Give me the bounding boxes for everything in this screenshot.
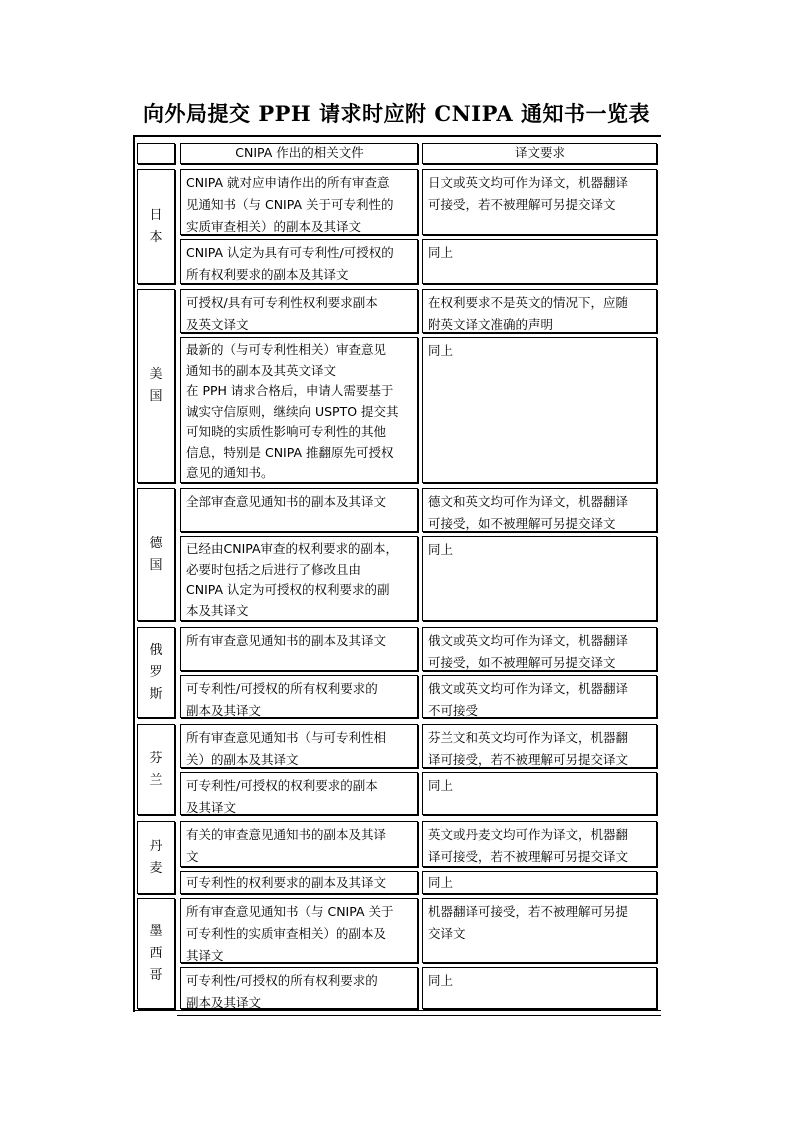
country-denmark: 丹麦 [137, 821, 175, 894]
country-usa: 美国 [137, 289, 175, 483]
header-docs: CNIPA 作出的相关文件 [180, 143, 418, 164]
translation-cell: 同上 [422, 239, 657, 284]
page-title: 向外局提交 PPH 请求时应附 CNIPA 通知书一览表 [143, 101, 650, 126]
country-russia: 俄罗斯 [137, 627, 175, 718]
translation-cell: 机器翻译可接受，若不被理解可另提 交译文 [422, 898, 657, 963]
translation-cell: 德文和英文均可作为译文，机器翻译 可接受，如不被理解可另提交译文 [422, 488, 657, 532]
translation-cell: 在权利要求不是英文的情况下，应随 附英文译文准确的声明 [422, 289, 657, 333]
translation-cell: 日文或英文均可作为译文，机器翻译 可接受，若不被理解可另提交译文 [422, 169, 657, 235]
translation-cell: 英文或丹麦文均可作为译文，机器翻 译可接受，若不被理解可另提交译文 [422, 821, 657, 867]
translation-cell: 芬兰文和英文均可作为译文，机器翻 译可接受，若不被理解可另提交译文 [422, 724, 657, 768]
docs-cell: 全部审查意见通知书的副本及其译文 [180, 488, 418, 532]
docs-cell: 最新的（与可专利性相关）审查意见 通知书的副本及其英文译文 在 PPH 请求合格后，申请人需要基于 诚实守信原则，继续向 USPTO 提交其 可知晓的实质性影响可专利性的其他 信息，特别是 CNIPA 推翻原先可授权 意见的通知书。 [180, 337, 418, 483]
translation-cell: 同上 [422, 871, 657, 894]
docs-cell: 有关的审查意见通知书的副本及其译 文 [180, 821, 418, 867]
translation-cell: 俄文或英文均可作为译文，机器翻译 不可接受 [422, 675, 657, 718]
translation-cell: 同上 [422, 337, 657, 483]
country-germany: 德国 [137, 488, 175, 621]
docs-cell: 可授权/具有可专利性权利要求副本 及英文译文 [180, 289, 418, 333]
translation-cell: 同上 [422, 967, 657, 1009]
docs-cell: 所有审查意见通知书（与 CNIPA 关于 可专利性的实质审查相关）的副本及 其译文 [180, 898, 418, 963]
docs-cell: 所有审查意见通知书的副本及其译文 [180, 627, 418, 671]
translation-cell: 同上 [422, 772, 657, 815]
table-top-border [133, 135, 661, 137]
docs-cell: 可专利性/可授权的所有权利要求的 副本及其译文 [180, 967, 418, 1009]
table-left-border [133, 135, 135, 1012]
translation-cell: 同上 [422, 536, 657, 621]
table-bottom-border [133, 1010, 661, 1011]
docs-cell: CNIPA 就对应申请作出的所有审查意 见通知书（与 CNIPA 关于可专利性的 实质审查相关）的副本及其译文 [180, 169, 418, 235]
table-bottom-border-inner [177, 1015, 661, 1016]
translation-cell: 俄文或英文均可作为译文，机器翻译 可接受，如不被理解可另提交译文 [422, 627, 657, 671]
header-translation: 译文要求 [422, 143, 657, 164]
docs-cell: 已经由CNIPA审查的权利要求的副本， 必要时包括之后进行了修改且由 CNIPA 认定为可授权的权利要求的副 本及其译文 [180, 536, 418, 621]
docs-cell: 可专利性/可授权的权利要求的副本 及其译文 [180, 772, 418, 815]
header-corner-cell [137, 143, 175, 164]
country-finland: 芬兰 [137, 724, 175, 815]
country-mexico: 墨西哥 [137, 898, 175, 1009]
docs-cell: 所有审查意见通知书（与可专利性相 关）的副本及其译文 [180, 724, 418, 768]
docs-cell: 可专利性的权利要求的副本及其译文 [180, 871, 418, 894]
docs-cell: 可专利性/可授权的所有权利要求的 副本及其译文 [180, 675, 418, 718]
docs-cell: CNIPA 认定为具有可专利性/可授权的 所有权利要求的副本及其译文 [180, 239, 418, 284]
country-japan: 日本 [137, 169, 175, 284]
